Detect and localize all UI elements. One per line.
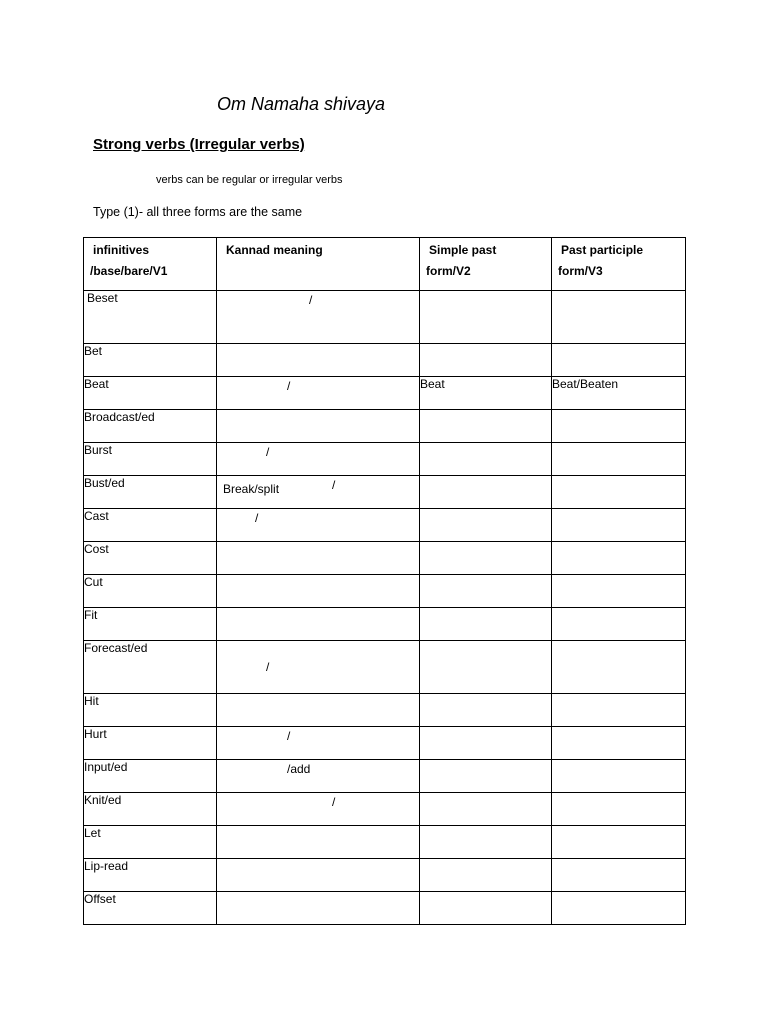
page-title: Om Namaha shivaya bbox=[217, 94, 386, 114]
meaning-slash: / bbox=[332, 478, 336, 492]
type-note: Type (1)- all three forms are the same bbox=[93, 205, 303, 219]
verb-cell bbox=[84, 641, 217, 694]
v2-cell bbox=[420, 476, 552, 509]
v2-cell bbox=[420, 859, 552, 892]
column-header-line1: Simple past bbox=[429, 243, 497, 257]
v3-cell bbox=[552, 892, 686, 925]
meaning-cell bbox=[217, 542, 420, 575]
verb-text: Hurt bbox=[84, 727, 107, 741]
meaning-text: Break/split bbox=[223, 482, 280, 496]
v2-cell bbox=[420, 575, 552, 608]
verb-cell bbox=[84, 826, 217, 859]
table-row bbox=[84, 377, 686, 410]
column-header-line1: infinitives bbox=[93, 243, 150, 257]
meaning-cell bbox=[217, 694, 420, 727]
v2-text: Beat bbox=[420, 377, 445, 391]
column-header-line2: form/V2 bbox=[426, 264, 471, 278]
verb-text: Let bbox=[84, 826, 101, 840]
v2-cell bbox=[420, 727, 552, 760]
table-row bbox=[84, 641, 686, 694]
verb-cell bbox=[84, 410, 217, 443]
verb-cell bbox=[84, 694, 217, 727]
meaning-slash: / bbox=[266, 445, 270, 459]
v3-cell bbox=[552, 377, 686, 410]
meaning-cell bbox=[217, 793, 420, 826]
v3-cell bbox=[552, 694, 686, 727]
table-row bbox=[84, 509, 686, 542]
column-header-line2: form/V3 bbox=[558, 264, 603, 278]
meaning-slash: / bbox=[287, 729, 291, 743]
v2-cell bbox=[420, 377, 552, 410]
meaning-cell bbox=[217, 291, 420, 344]
v3-cell bbox=[552, 291, 686, 344]
v3-cell bbox=[552, 859, 686, 892]
meaning-slash: /add bbox=[287, 762, 311, 776]
meaning-cell bbox=[217, 509, 420, 542]
verb-text: Beset bbox=[87, 291, 118, 305]
v3-cell bbox=[552, 793, 686, 826]
table-row bbox=[84, 793, 686, 826]
column-header-line2: /base/bare/V1 bbox=[90, 264, 168, 278]
verb-cell bbox=[84, 760, 217, 793]
meaning-cell bbox=[217, 826, 420, 859]
verb-cell bbox=[84, 344, 217, 377]
v3-cell bbox=[552, 410, 686, 443]
v3-cell bbox=[552, 344, 686, 377]
meaning-cell bbox=[217, 344, 420, 377]
v2-cell bbox=[420, 542, 552, 575]
verb-text: Lip-read bbox=[84, 859, 129, 873]
v2-cell bbox=[420, 291, 552, 344]
column-header-line1: Kannad meaning bbox=[226, 243, 323, 257]
verb-text: Cut bbox=[84, 575, 103, 589]
meaning-cell bbox=[217, 608, 420, 641]
v3-cell bbox=[552, 727, 686, 760]
meaning-slash: / bbox=[287, 379, 291, 393]
verb-cell bbox=[84, 377, 217, 410]
meaning-slash: / bbox=[255, 511, 259, 525]
meaning-cell bbox=[217, 377, 420, 410]
verb-cell bbox=[84, 542, 217, 575]
v2-cell bbox=[420, 410, 552, 443]
verb-cell bbox=[84, 608, 217, 641]
verb-cell bbox=[84, 291, 217, 344]
verb-text: Forecast/ed bbox=[84, 641, 148, 655]
verb-text: Bust/ed bbox=[84, 476, 125, 490]
verb-cell bbox=[84, 509, 217, 542]
v3-cell bbox=[552, 608, 686, 641]
meaning-cell bbox=[217, 760, 420, 793]
verb-cell bbox=[84, 859, 217, 892]
meaning-slash: / bbox=[309, 293, 313, 307]
column-header-simple-past bbox=[420, 238, 552, 291]
meaning-cell bbox=[217, 859, 420, 892]
table-row bbox=[84, 443, 686, 476]
verb-text: Hit bbox=[84, 694, 99, 708]
section-heading: Strong verbs (Irregular verbs) bbox=[93, 136, 305, 153]
verb-text: Cast bbox=[84, 509, 109, 523]
table-header-row bbox=[84, 238, 686, 291]
v2-cell bbox=[420, 344, 552, 377]
v3-cell bbox=[552, 575, 686, 608]
table-row bbox=[84, 694, 686, 727]
v3-cell bbox=[552, 509, 686, 542]
meaning-slash: / bbox=[266, 660, 270, 674]
meaning-cell bbox=[217, 476, 420, 509]
verb-text: Fit bbox=[84, 608, 98, 622]
v2-cell bbox=[420, 641, 552, 694]
table-row bbox=[84, 859, 686, 892]
verb-text: Cost bbox=[84, 542, 109, 556]
v3-cell bbox=[552, 760, 686, 793]
column-header-infinitives bbox=[84, 238, 217, 291]
v3-cell bbox=[552, 826, 686, 859]
v2-cell bbox=[420, 793, 552, 826]
table-row bbox=[84, 542, 686, 575]
verb-cell bbox=[84, 793, 217, 826]
v3-cell bbox=[552, 542, 686, 575]
meaning-cell bbox=[217, 727, 420, 760]
verb-cell bbox=[84, 476, 217, 509]
v3-cell bbox=[552, 476, 686, 509]
table-row bbox=[84, 608, 686, 641]
verbs-table bbox=[83, 237, 686, 925]
subtitle-note: verbs can be regular or irregular verbs bbox=[156, 174, 343, 186]
meaning-cell bbox=[217, 443, 420, 476]
verb-text: Knit/ed bbox=[84, 793, 122, 807]
table-row bbox=[84, 760, 686, 793]
column-header-line1: Past participle bbox=[561, 243, 644, 257]
v2-cell bbox=[420, 694, 552, 727]
column-header-kannada-meaning bbox=[217, 238, 420, 291]
verb-cell bbox=[84, 727, 217, 760]
table-row bbox=[84, 476, 686, 509]
verb-text: Burst bbox=[84, 443, 113, 457]
verb-text: Beat bbox=[84, 377, 109, 391]
table-row bbox=[84, 727, 686, 760]
table-row bbox=[84, 291, 686, 344]
v2-cell bbox=[420, 608, 552, 641]
v3-cell bbox=[552, 443, 686, 476]
meaning-cell bbox=[217, 892, 420, 925]
verb-text: Bet bbox=[84, 344, 103, 358]
verb-cell bbox=[84, 575, 217, 608]
verb-text: Offset bbox=[84, 892, 116, 906]
column-header-past-participle bbox=[552, 238, 686, 291]
verb-text: Input/ed bbox=[84, 760, 128, 774]
table-row bbox=[84, 892, 686, 925]
v2-cell bbox=[420, 760, 552, 793]
meaning-cell bbox=[217, 410, 420, 443]
table-row bbox=[84, 575, 686, 608]
verb-text: Broadcast/ed bbox=[84, 410, 155, 424]
table-row bbox=[84, 826, 686, 859]
verb-cell bbox=[84, 892, 217, 925]
table-row bbox=[84, 344, 686, 377]
meaning-cell bbox=[217, 575, 420, 608]
meaning-cell bbox=[217, 641, 420, 694]
verb-cell bbox=[84, 443, 217, 476]
v3-text: Beat/Beaten bbox=[552, 377, 619, 391]
meaning-slash: / bbox=[332, 795, 336, 809]
table-row bbox=[84, 410, 686, 443]
v2-cell bbox=[420, 892, 552, 925]
v3-cell bbox=[552, 641, 686, 694]
v2-cell bbox=[420, 443, 552, 476]
v2-cell bbox=[420, 509, 552, 542]
v2-cell bbox=[420, 826, 552, 859]
